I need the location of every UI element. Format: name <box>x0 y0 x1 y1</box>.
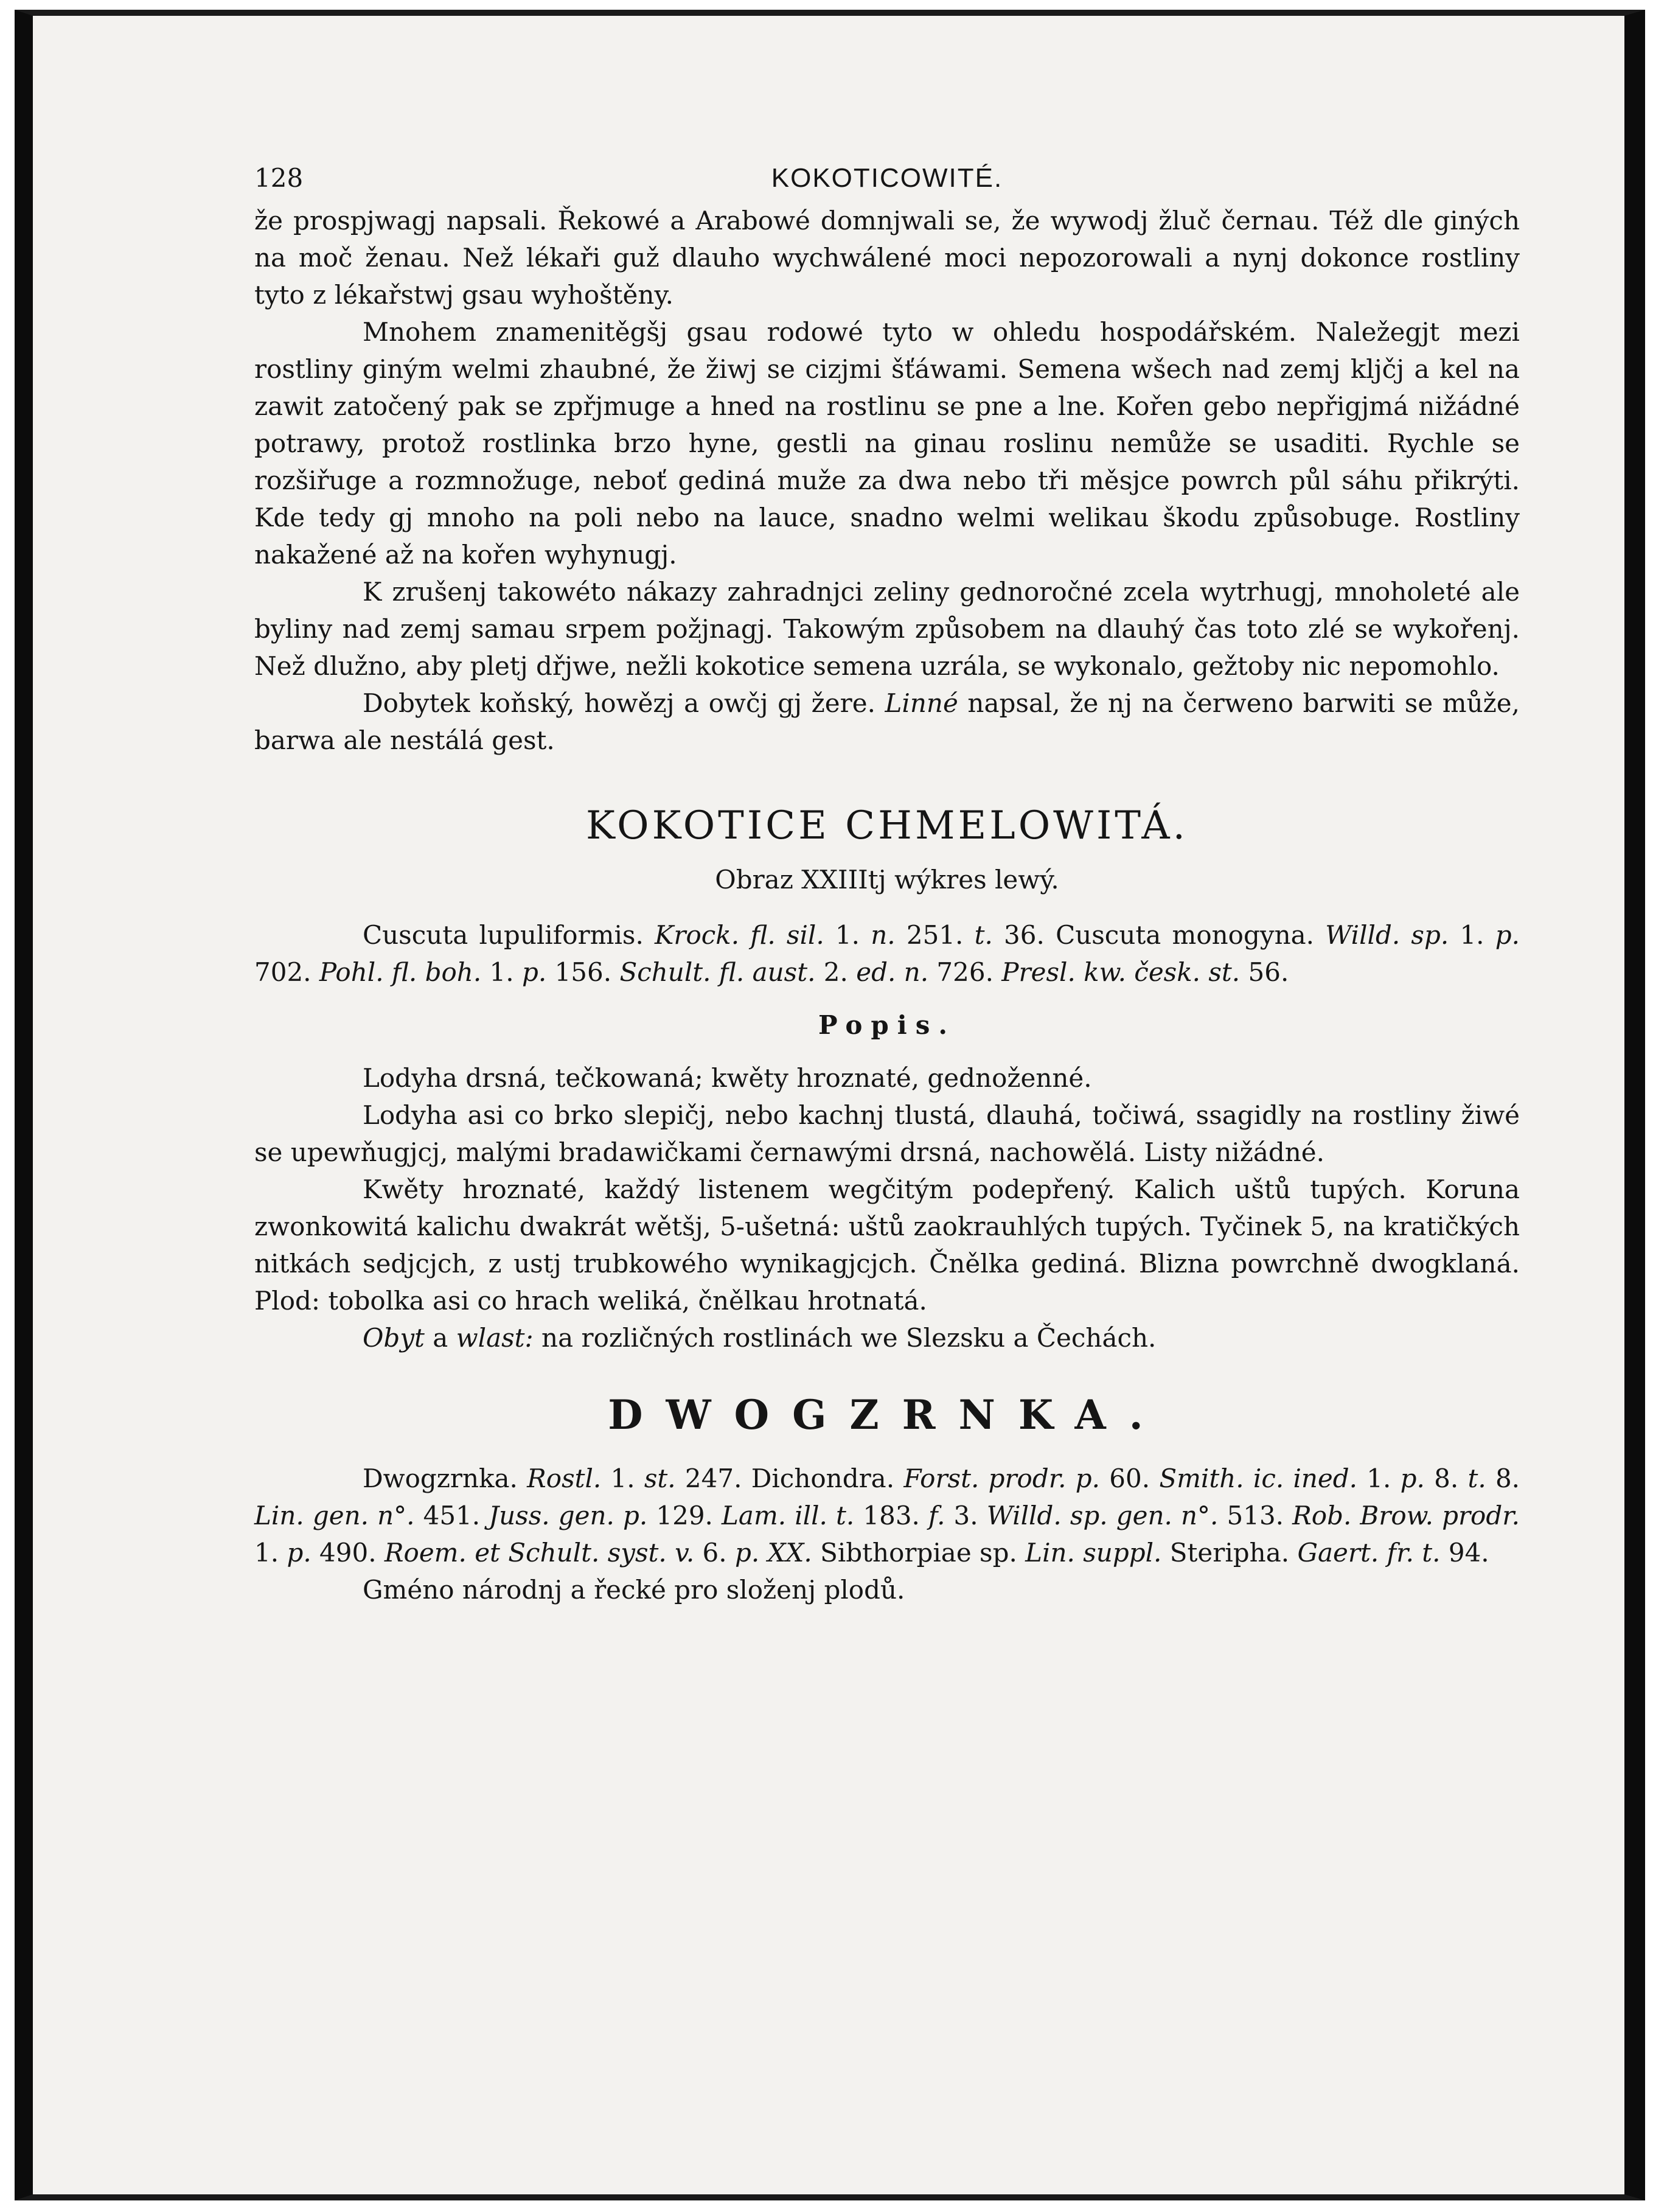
reference-dwogzrnka-run-16: 129. <box>647 1501 722 1530</box>
reference-dwogzrnka-run-18: 183. <box>854 1501 929 1530</box>
reference-kokotice-run-20: 56. <box>1240 957 1289 987</box>
reference-dwogzrnka-run-23: Rob. Brow. prodr. <box>1292 1501 1520 1530</box>
reference-dwogzrnka-run-31: Lin. suppl. <box>1025 1538 1162 1568</box>
reference-kokotice-run-19: Presl. kw. česk. st. <box>1001 957 1241 987</box>
description-paragraph-2: Lodyha asi co brko slepičj, nebo kachnj tlustá, dlauhá, točiwá, ssagidly na rostliny žiwé se upewňugjcj, malými bradawičkami černawými drsná, nachowělá. Listy nižádné. <box>254 1100 1520 1167</box>
intro-4-text-b: napsal, že nj na čerweno barwiti se může, barwa ale nestálá gest. <box>254 688 1520 755</box>
reference-dwogzrnka-run-6: 60. <box>1100 1464 1160 1493</box>
reference-kokotice-run-17: ed. n. <box>856 957 929 987</box>
reference-dwogzrnka-run-12: 8. <box>1486 1464 1520 1493</box>
reference-dwogzrnka-run-17: Lam. ill. t. <box>722 1501 855 1530</box>
references-dwogzrnka <box>254 1460 1520 1571</box>
intro-paragraph-3: K zrušenj takowéto nákazy zahradnjci zeliny gednoročné zcela wytrhugj, mnoholeté ale byliny nad zemj samau srpem požjnagj. Takowým způsobem na dlauhý čas toto zlé se wykořenj. Než dlužno, aby pletj dřjwe, nežli kokotice semena uzrála, se wykonalo, gežtoby nic nepomohlo. <box>254 577 1520 681</box>
habitat-text: na rozličných rostlinách we Slezsku a Čechách. <box>533 1323 1157 1353</box>
intro-paragraph-2: Mnohem znamenitěgšj gsau rodowé tyto w ohledu hospodářském. Naležegjt mezi rostliny giným welmi zhaubné, že žiwj se cizjmi šťáwami. Semena wšech nad zemj kljčj a kel na zawit zatočený pak se zpřjmuge a hned na rostlinu se pne a lne. Kořen gebo nepřigjmá nižádné potrawy, protož rostlinka brzo hyne, gestli na ginau roslinu nemůže se usaditi. Rychle se rozšiřuge a rozmnožuge, neboť gediná muže za dwa nebo tři měsjce powrch půl sáhu přikrýti. Kde tedy gj mnoho na poli nebo na lauce, snadno welmi welikau škodu způsobuge. Rostliny nakažené až na kořen wyhynugj. <box>254 317 1520 570</box>
reference-dwogzrnka-run-29: p. XX. <box>734 1538 812 1568</box>
reference-dwogzrnka-run-28: 6. <box>694 1538 735 1568</box>
page-number: 128 <box>254 163 304 193</box>
habitat-label-2: wlast: <box>456 1323 534 1353</box>
reference-dwogzrnka-run-25: p. <box>287 1538 311 1568</box>
reference-kokotice-run-9: p. <box>1495 920 1520 950</box>
description-paragraph-3: Kwěty hroznaté, každý listenem wegčitým podepřený. Kalich uštů tupých. Koruna zwonkowitá kalichu dwakrát wětšj, 5-ušetná: uštů zaokrauhlých tupých. Tyčinek 5, na kratičkých nitkách sedjcjch, z ustj trubkowého wynikagjcjch. Čnělka gediná. Blizna powrchně dwogklaná. Plod: tobolka asi co hrach weliká, čnělkau hrotnatá. <box>254 1174 1520 1316</box>
reference-dwogzrnka-run-22: 513. <box>1218 1501 1293 1530</box>
popis-heading: Popis. <box>818 1010 956 1040</box>
reference-kokotice-run-4: 251. <box>895 920 975 950</box>
reference-dwogzrnka-run-9: p. <box>1400 1464 1425 1493</box>
reference-kokotice-run-13: p. <box>521 957 547 987</box>
reference-kokotice-run-1: Krock. fl. sil. <box>655 920 824 950</box>
reference-dwogzrnka-run-13: Lin. gen. n°. <box>254 1501 415 1530</box>
reference-dwogzrnka-run-20: 3. <box>945 1501 987 1530</box>
reference-kokotice-run-6: 36. Cuscuta monogyna. <box>992 920 1326 950</box>
reference-dwogzrnka-run-0: Dwogzrnka. <box>363 1464 527 1493</box>
running-title: KOKOTICOWITÉ. <box>771 163 1003 193</box>
reference-kokotice-run-0: Cuscuta lupuliformis. <box>363 920 655 950</box>
intro-4-author: Linné <box>885 688 958 718</box>
section-title-kokotice: KOKOTICE CHMELOWITÁ. <box>586 803 1188 848</box>
reference-dwogzrnka-run-24: 1. <box>254 1538 287 1568</box>
reference-dwogzrnka-run-14: 451. <box>414 1501 489 1530</box>
reference-dwogzrnka-run-21: Willd. sp. gen. n°. <box>986 1501 1219 1530</box>
reference-kokotice-run-5: t. <box>974 920 993 950</box>
reference-dwogzrnka-run-11: t. <box>1467 1464 1486 1493</box>
intro-4-text-a: Dobytek koňský, howězj a owčj gj žere. <box>363 688 885 718</box>
intro-paragraph-1: že prospjwagj napsali. Řekowé a Arabowé domnjwali se, že wywodj žluč černau. Též dle giných na moč ženau. Než lékaři guž dlauho wychwálené moci nepozorowali a nynj dokonce rostliny tyto z lékařstwj gsau wyhoštěny. <box>254 206 1520 310</box>
intro-paragraph-4 <box>254 685 1520 759</box>
reference-kokotice-run-12: 1. <box>481 957 522 987</box>
reference-kokotice-run-10: 702. <box>254 957 319 987</box>
reference-kokotice-run-18: 726. <box>928 957 1002 987</box>
reference-dwogzrnka-run-27: Roem. et Schult. syst. v. <box>384 1538 695 1568</box>
description-paragraph-1: Lodyha drsná, tečkowaná; kwěty hroznaté, gednoženné. <box>363 1063 1092 1093</box>
references-kokotice <box>254 916 1520 991</box>
section-title-dwogzrnka: DWOGZRNKA. <box>608 1391 1166 1439</box>
reference-dwogzrnka-run-26: 490. <box>311 1538 385 1568</box>
page-header <box>254 159 1520 202</box>
reference-dwogzrnka-run-33: Gaert. fr. t. <box>1297 1538 1441 1568</box>
reference-dwogzrnka-run-30: Sibthorpiae sp. <box>812 1538 1026 1568</box>
reference-dwogzrnka-run-2: 1. <box>601 1464 644 1493</box>
habitat-paragraph <box>254 1319 1520 1356</box>
reference-dwogzrnka-run-3: st. <box>644 1464 676 1493</box>
reference-kokotice-run-11: Pohl. fl. boh. <box>319 957 482 987</box>
reference-kokotice-run-16: 2. <box>815 957 857 987</box>
section-subtitle-obraz: Obraz XXIIItj wýkres lewý. <box>715 865 1059 895</box>
reference-dwogzrnka-run-8: 1. <box>1357 1464 1401 1493</box>
reference-kokotice-run-7: Willd. sp. <box>1325 920 1449 950</box>
reference-dwogzrnka-run-10: 8. <box>1424 1464 1468 1493</box>
reference-kokotice-run-14: 156. <box>546 957 620 987</box>
reference-kokotice-run-15: Schult. fl. aust. <box>619 957 816 987</box>
reference-dwogzrnka-run-34: 94. <box>1440 1538 1489 1568</box>
reference-dwogzrnka-run-5: Forst. prodr. p. <box>903 1464 1101 1493</box>
reference-kokotice-run-3: n. <box>871 920 896 950</box>
reference-dwogzrnka-run-1: Rostl. <box>527 1464 602 1493</box>
reference-dwogzrnka-run-4: 247. Dichondra. <box>675 1464 904 1493</box>
reference-kokotice-run-8: 1. <box>1449 920 1495 950</box>
page-body <box>254 159 1520 1608</box>
reference-dwogzrnka-run-7: Smith. ic. ined. <box>1159 1464 1358 1493</box>
reference-dwogzrnka-run-19: f. <box>928 1501 945 1530</box>
reference-dwogzrnka-run-32: Steripha. <box>1161 1538 1298 1568</box>
reference-kokotice-run-2: 1. <box>824 920 871 950</box>
habitat-label-1: Obyt <box>363 1323 425 1353</box>
habitat-and: a <box>424 1323 456 1353</box>
reference-dwogzrnka-run-15: Juss. gen. p. <box>489 1501 648 1530</box>
name-note-paragraph: Gméno národnj a řecké pro složenj plodů. <box>363 1575 905 1605</box>
